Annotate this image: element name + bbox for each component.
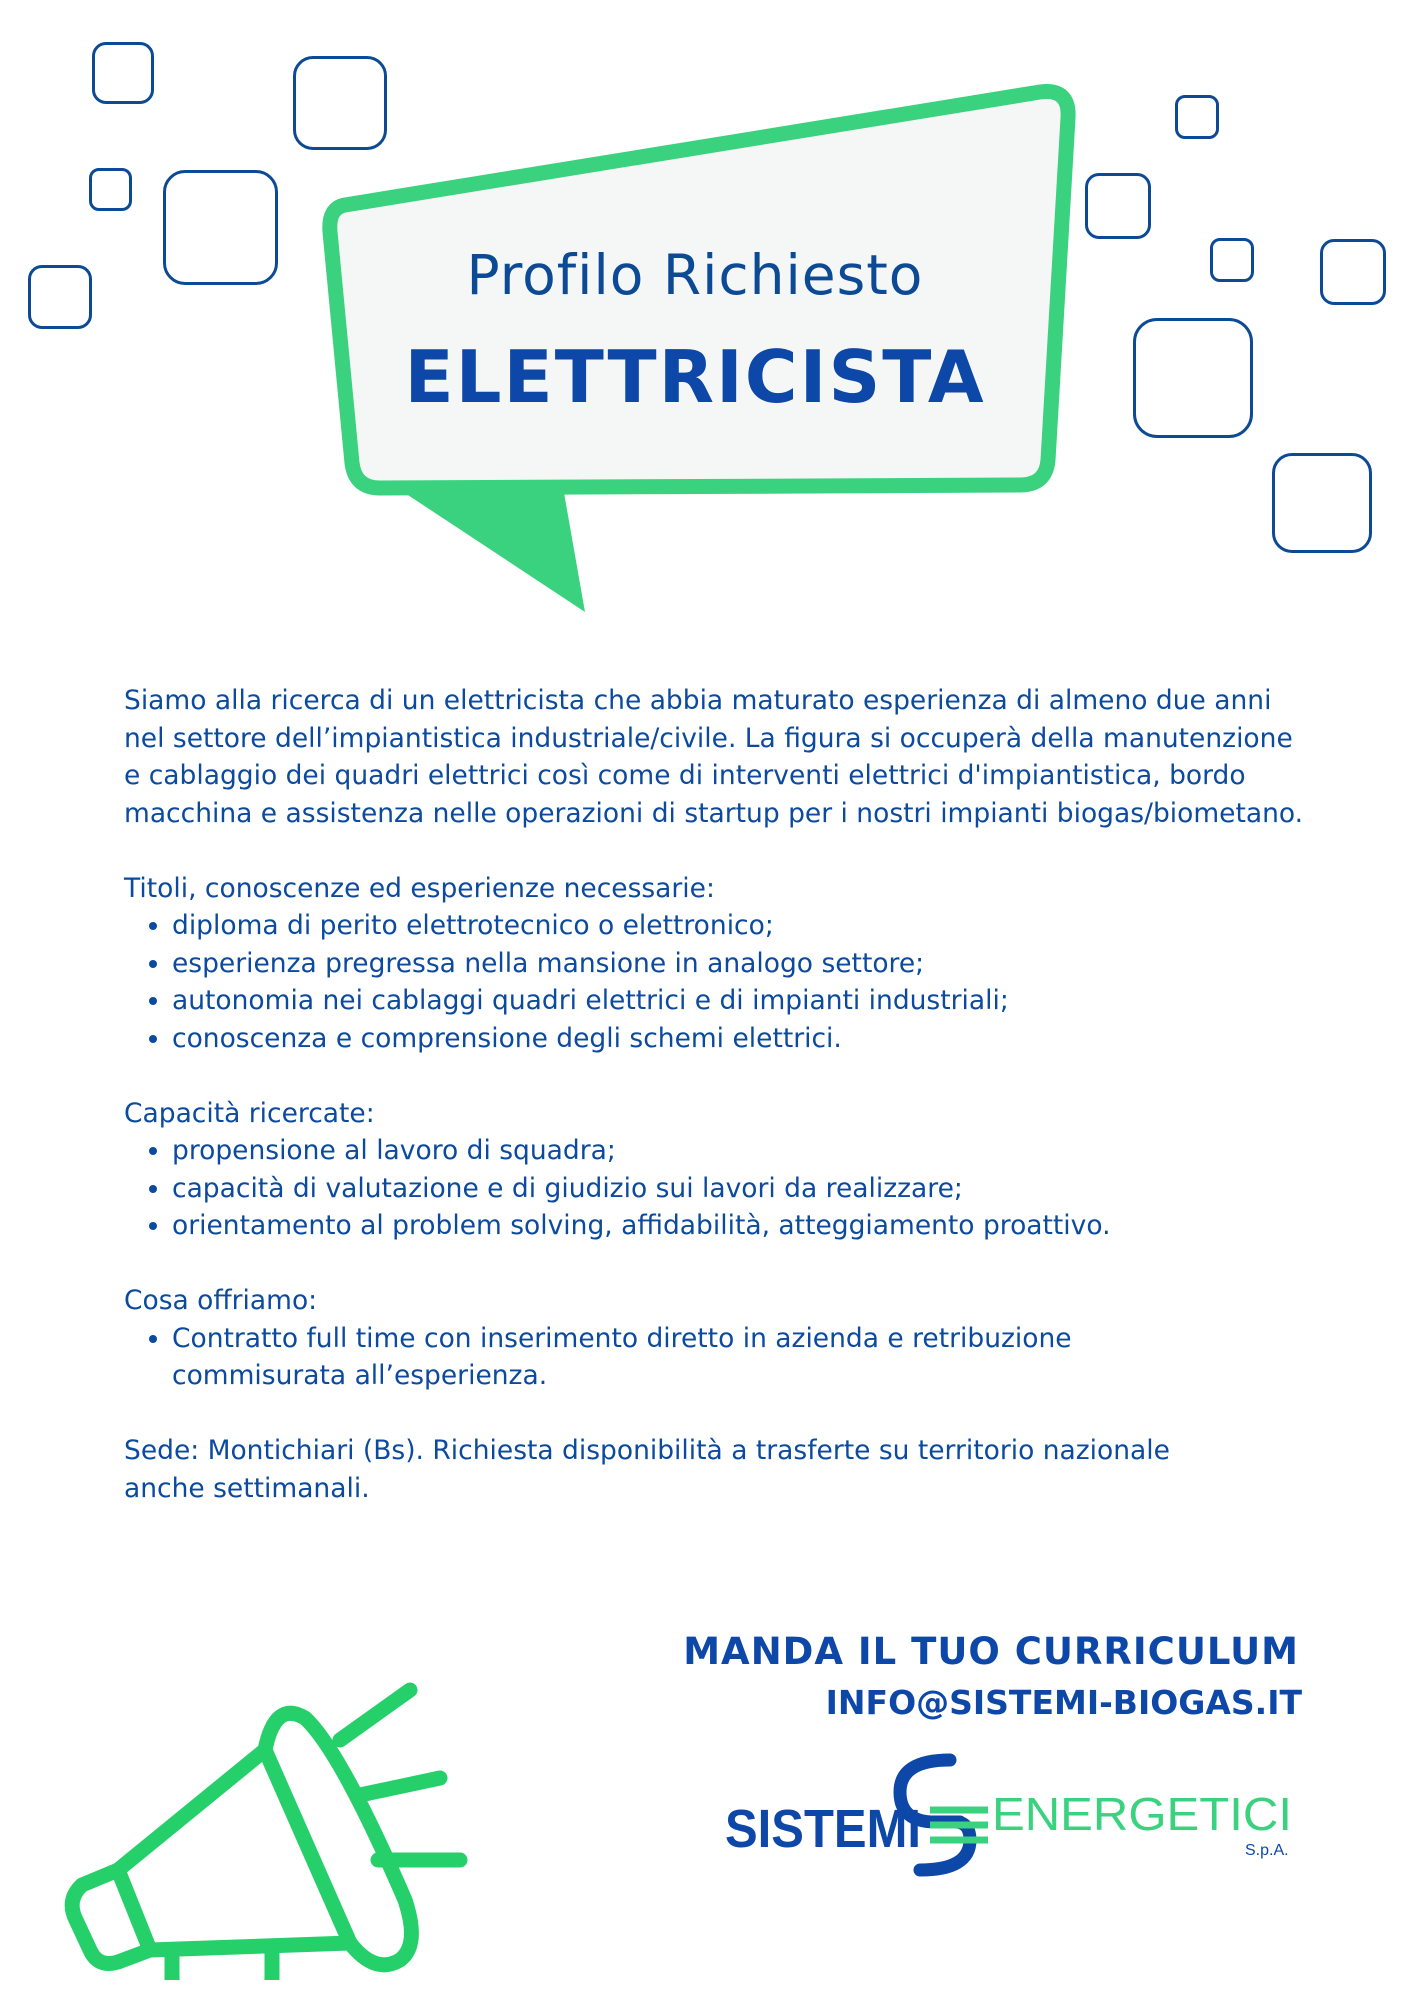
offer-list — [124, 1320, 1172, 1395]
list-item: • capacità di valutazione e di giudizio sui lavori da realizzare; — [172, 1170, 1304, 1208]
skills-list — [124, 1132, 1304, 1245]
requirements-list — [124, 907, 1304, 1057]
list-item: • Contratto full time con inserimento diretto in azienda e retribuzione commisurata all’esperienza. — [172, 1320, 1172, 1395]
list-item: • diploma di perito elettrotecnico o elettronico; — [172, 907, 1304, 945]
megaphone-icon — [60, 1660, 480, 1980]
list-item: • esperienza pregressa nella mansione in analogo settore; — [172, 945, 1304, 983]
logo-suffix: S.p.A. — [1245, 1842, 1289, 1859]
company-logo — [720, 1730, 1320, 1900]
list-item: • conoscenza e comprensione degli schemi elettrici. — [172, 1020, 1304, 1058]
logo-word-energetici: ENERGETICI — [992, 1788, 1292, 1840]
skills-heading: Capacità ricercate: — [124, 1097, 375, 1129]
logo-word-sistemi: SISTEMI — [725, 1799, 921, 1859]
requirements-heading: Titoli, conoscenze ed esperienze necessarie: — [124, 872, 715, 904]
page-title: ELETTRICISTA — [404, 335, 986, 419]
cta-heading: MANDA IL TUO CURRICULUM — [683, 1630, 1299, 1673]
offer-heading: Cosa offriamo: — [124, 1285, 318, 1316]
intro-paragraph: Siamo alla ricerca di un elettricista che abbia maturato esperienza di almeno due anni nel settore dell’impiantistica industriale/civile. La figura si occuperà della manutenzione e cablaggio dei quadri elettrici così come di interventi elettrici d'impiantistica, bordo macchina e assistenza nelle operazioni di startup per i nostri impianti biogas/biometano. — [124, 685, 1304, 829]
list-item: • propensione al lavoro di squadra; — [172, 1132, 1304, 1170]
list-item: • orientamento al problem solving, affidabilità, atteggiamento proattivo. — [172, 1207, 1304, 1245]
job-description — [124, 682, 1304, 1507]
location-paragraph: Sede: Montichiari (Bs). Richiesta disponibilità a trasferte su territorio nazionale anche settimanali. — [124, 1435, 1170, 1504]
email-link[interactable]: INFO@SISTEMI-BIOGAS.IT — [825, 1683, 1302, 1722]
list-item: • autonomia nei cablaggi quadri elettrici e di impianti industriali; — [172, 982, 1304, 1020]
subtitle: Profilo Richiesto — [466, 243, 924, 307]
speech-bubble — [0, 0, 1414, 640]
